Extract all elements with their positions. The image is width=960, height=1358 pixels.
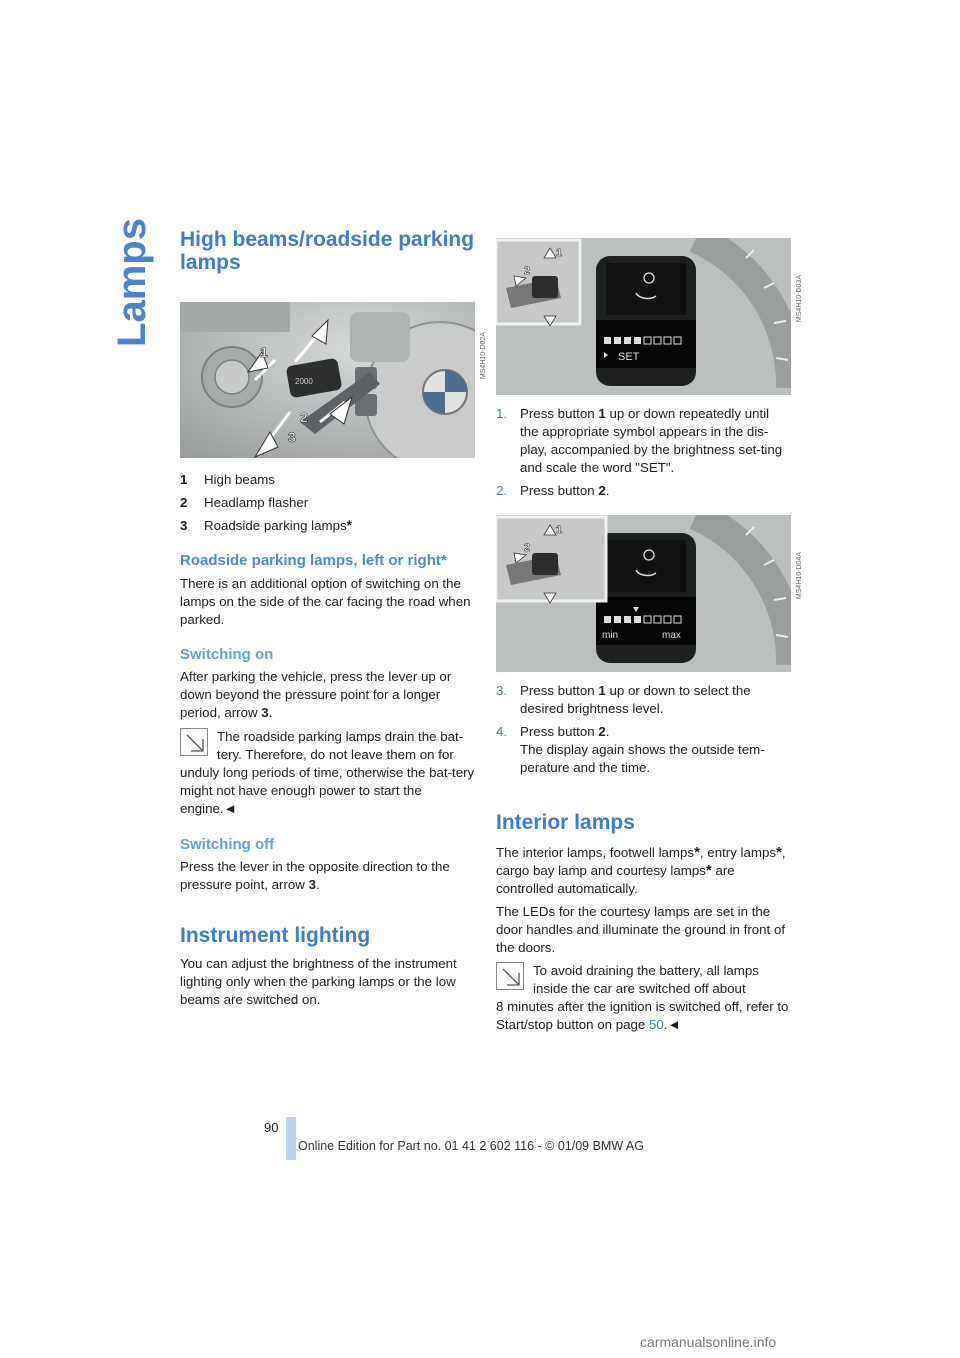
heading-switching-on: Switching on [180, 646, 274, 663]
page-link-50[interactable]: 50 [649, 1017, 664, 1032]
figure-code: MS4H10-D02A [480, 332, 487, 380]
paragraph: The LEDs for the courtesy lamps are set in the door handles and illuminate the ground in front of the doors. [496, 904, 786, 955]
display-min-label: min [602, 630, 619, 641]
section-tab [108, 217, 156, 347]
lever-illustration [180, 302, 475, 458]
footer-accent-bar [286, 1117, 296, 1160]
paragraph: Press the lever in the opposite direction to the pressure point, arrow 3. [180, 859, 450, 892]
instrument-display-set [496, 238, 791, 395]
end-mark: ◄ [223, 801, 237, 816]
callout-1: 1 [556, 247, 563, 259]
callout-1: 1 [556, 524, 563, 536]
step-item: 3. Press button 1 up or down to select the desired brightness level. [496, 683, 751, 716]
heading-interior-lamps: Interior lamps [496, 811, 635, 834]
figure-turn-signal-lever [180, 302, 475, 458]
callout-2: 2 [300, 409, 308, 425]
paragraph: The interior lamps, footwell lamps*, entry lamps*, cargo bay lamp and courtesy lamps* are controlled automatically. [496, 844, 786, 896]
right-column [496, 238, 803, 1034]
page-number: 90 [264, 1120, 279, 1135]
callout-1: 1 [260, 344, 268, 360]
legend-item: 2 Headlamp flasher [180, 495, 309, 510]
display-set-label: SET [618, 351, 640, 363]
end-mark: ◄ [667, 1017, 681, 1032]
paragraph: You can adjust the brightness of the instrument lighting only when the parking lamps or the low beams are switched on. [180, 956, 457, 1007]
figure-code: MS4H10-D03A [796, 275, 803, 323]
footer-edition: Online Edition for Part no. 01 41 2 602 116 - © 01/09 BMW AG [298, 1139, 644, 1153]
legend-item: 3 Roadside parking lamps * [180, 514, 475, 537]
svg-text:2000: 2000 [295, 377, 313, 386]
heading-high-beams: High beams/roadside parking lamps [180, 228, 475, 274]
heading-switching-off: Switching off [180, 836, 275, 853]
caution-icon [496, 962, 524, 990]
paragraph: There is an additional option of switching on the lamps on the side of the car facing the road when parked. [180, 576, 471, 627]
caution-note: The roadside parking lamps drain the bat-tery. Therefore, do not leave them on for unduly long periods of time, otherwise the bat-tery might not have enough power to start the engine.◄ [180, 729, 475, 816]
caution-note: To avoid draining the battery, all lamps inside the car are switched off about 8 minutes after the ignition is switched off, refer to Start/stop button on page 50.◄ [496, 963, 789, 1032]
step-item: 1. Press button 1 up or down repeatedly until the appropriate symbol appears in the dis-play, accompanied by the brightness set-ting and scale the word "SET". [496, 406, 783, 475]
legend-item: 1 High beams [180, 472, 275, 487]
figure-brightness-scale [496, 515, 791, 672]
paragraph: After parking the vehicle, press the lever up or down beyond the pressure point for a longer period, arrow 3. [180, 669, 452, 720]
left-column [180, 228, 487, 1009]
section-tab-label: Lamps [109, 217, 154, 347]
step-item: 4. Press button 2. The display again shows the outside tem-perature and the time. [496, 724, 765, 775]
heading-roadside-parking: Roadside parking lamps, left or right* [180, 552, 447, 569]
display-max-label: max [662, 630, 681, 641]
heading-instrument-lighting: Instrument lighting [180, 924, 371, 947]
callout-3: 3 [288, 429, 296, 445]
callout-2: 2 [524, 542, 531, 554]
callout-2: 2 [524, 265, 531, 277]
figure-code: MS4H10-D04A [796, 552, 803, 600]
step-item: 2. Press button 2. [496, 483, 610, 498]
instrument-display-scale [496, 515, 791, 672]
figure-brightness-set [496, 238, 791, 395]
watermark: carmanualsonline.info [640, 1334, 777, 1350]
caution-icon [180, 728, 208, 756]
option-star: * [346, 517, 353, 533]
